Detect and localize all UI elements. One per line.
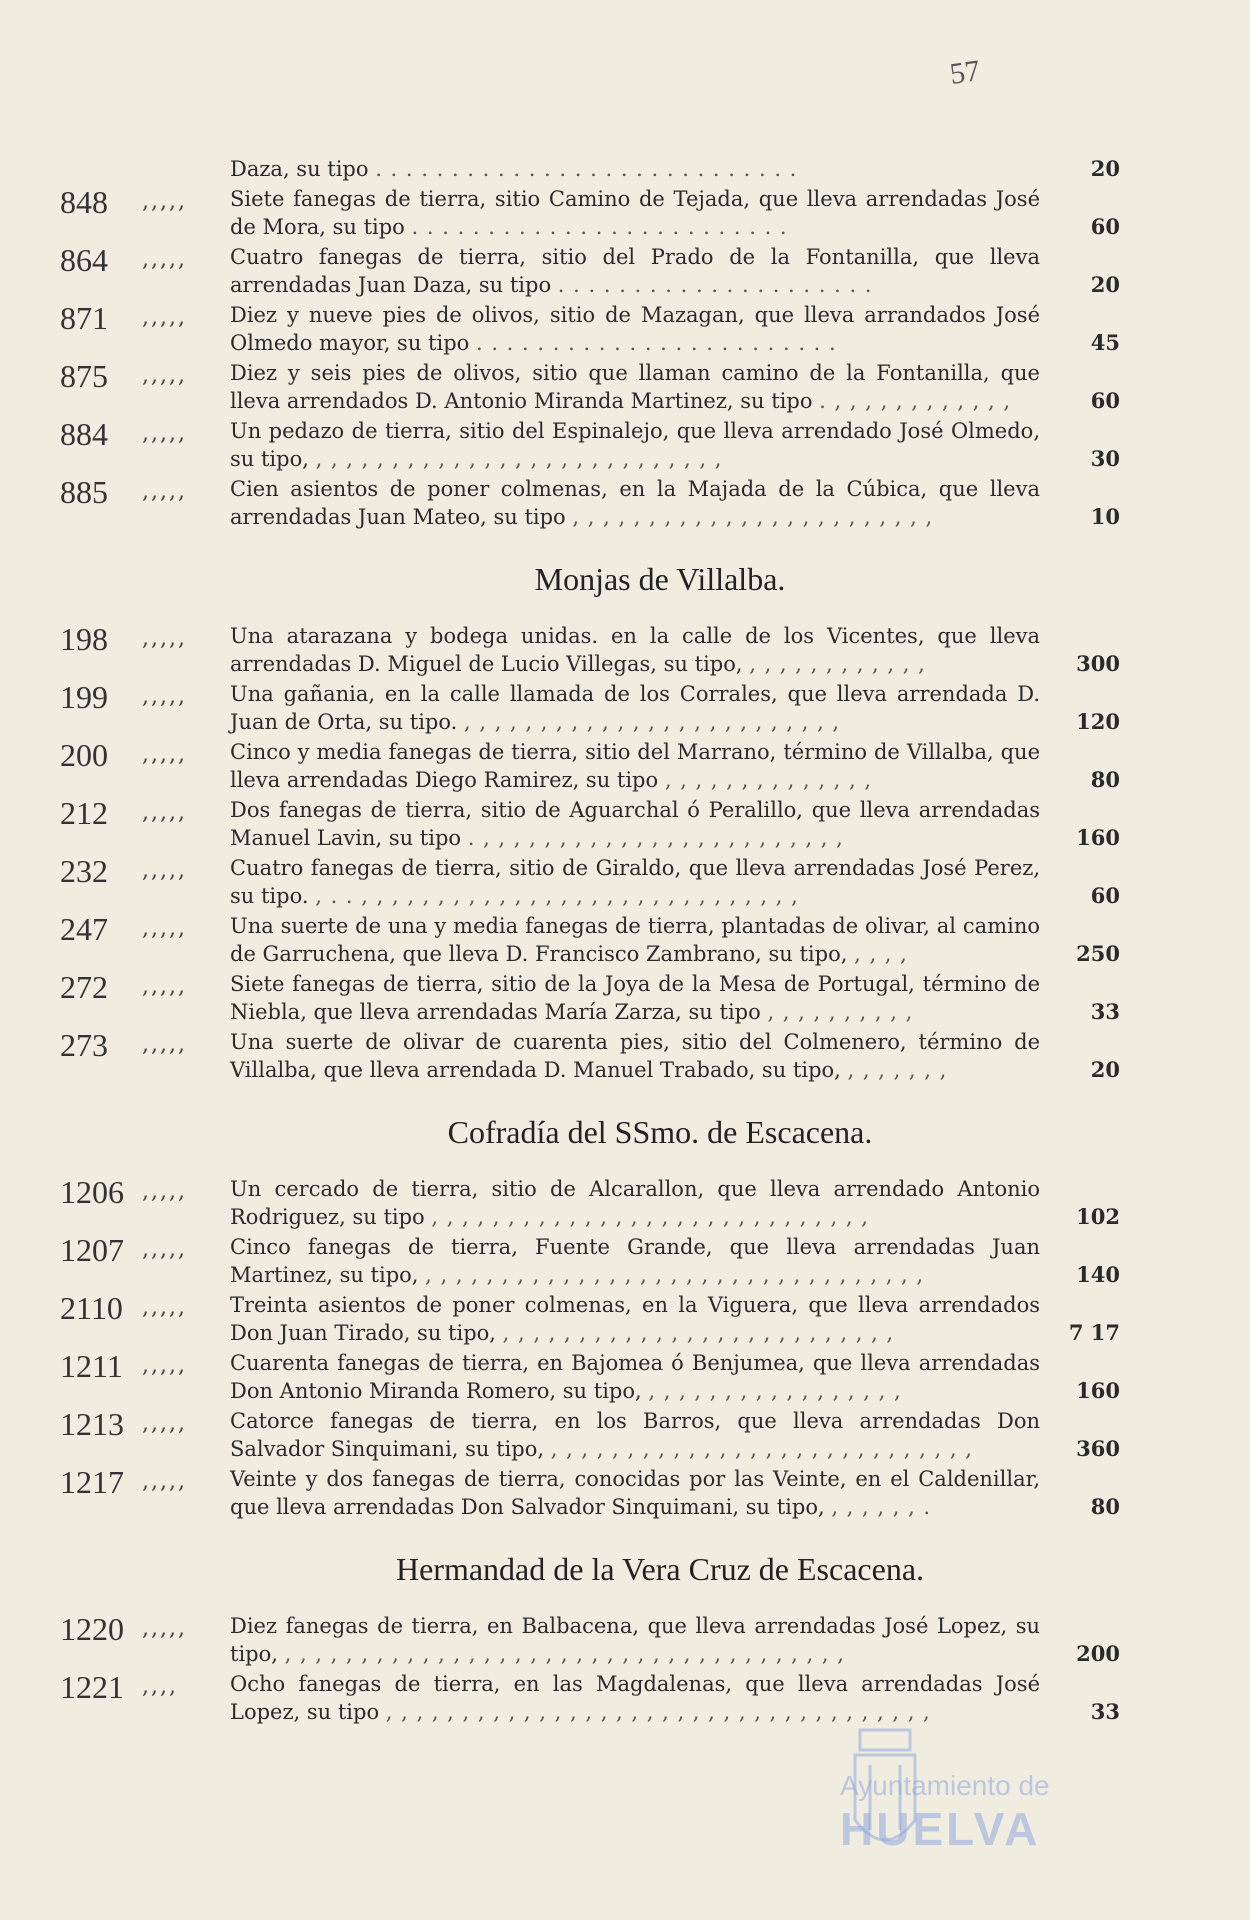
entry-marks: ,,,,, [142,626,187,651]
inventory-entry [60,1175,1120,1231]
leader-fill: , , , , , , , , , , , , , , , , , , , , , , , , [572,505,934,529]
leader-fill: , . . , , , , , , , , , , , , , , , , , , , , , , , , , , , , , [315,884,799,908]
inventory-entry [60,796,1120,852]
entry-value: 60 [1090,388,1120,413]
entry-number: 1211 [60,1348,123,1384]
entry-marks: ,,,,, [142,1411,187,1436]
leader-fill: , , , , , , , , , , , , [749,652,926,676]
entry-value: 80 [1090,767,1120,792]
entry-description [230,1465,1120,1521]
entry-value: 20 [1090,156,1120,181]
inventory-entry [60,1291,1120,1347]
entry-description [230,1612,1120,1668]
entry-text: Diez y seis pies de olivos, sitio que llaman camino de la Fontanilla, que lleva arrendados D. Antonio Miranda Martinez, su tipo [230,361,1040,413]
entry-value: 250 [1076,941,1120,966]
entry-marks: ,,,,, [142,1616,187,1641]
inventory-entry [60,1465,1120,1521]
entry-marks: ,,,,, [142,189,187,214]
entry-value: 10 [1090,504,1120,529]
inventory-entry [60,738,1120,794]
entry-text: Dos fanegas de tierra, sitio de Aguarchal ó Peralillo, que lleva arrendadas Manuel Lavin, su tipo [230,798,1040,850]
entry-marks: ,,,, [142,1674,178,1699]
entry-value: 160 [1076,1378,1120,1403]
leader-fill: . , , , , , , , , , , , , , , , , , , , , , , , , [467,826,844,850]
entry-description [230,680,1120,736]
watermark-line2: HUELVA [840,1803,1041,1855]
entry-number: 1221 [60,1669,124,1705]
entry-number: 2110 [60,1290,123,1326]
entry-number: 885 [60,474,108,510]
entry-number: 212 [60,795,108,831]
inventory-entry [60,1028,1120,1084]
entry-value: 360 [1076,1436,1120,1461]
entry-value: 120 [1076,709,1120,734]
leader-fill: , , , , [854,942,908,966]
entry-text: Un pedazo de tierra, sitio del Espinalejo, que lleva arrendado José Olmedo, su tipo, [230,419,1040,471]
entry-value: 20 [1090,272,1120,297]
inventory-entry [60,680,1120,736]
inventory-entry [60,359,1120,415]
inventory-entry [60,417,1120,473]
entry-description [230,854,1120,910]
entry-text: Siete fanegas de tierra, sitio de la Joya de la Mesa de Portugal, término de Niebla, que lleva arrendadas María Zarza, su tipo [230,972,1040,1024]
entry-description [230,1349,1120,1405]
entry-value: 60 [1090,883,1120,908]
entry-description [230,1175,1120,1231]
inventory-entry [60,912,1120,968]
entry-text: Veinte y dos fanegas de tierra, conocidas por las Veinte, en el Caldenillar, que lleva arrendadas Don Salvador Sinquimani, su tipo, [230,1467,1040,1519]
entry-text: Cuatro fanegas de tierra, sitio de Giraldo, que lleva arrendadas José Perez, su tipo. [230,856,1040,908]
leader-fill: , , , , , , , , , , , , , , , , , , , , , , , , , , , , , , , , , [425,1263,925,1287]
watermark [840,1770,1050,1856]
entry-value: 33 [1090,1699,1120,1724]
inventory-entry [60,1612,1120,1668]
entry-text: Siete fanegas de tierra, sitio Camino de Tejada, que lleva arrendadas José de Mora, su tipo [230,187,1040,239]
inventory-entry [60,185,1120,241]
inventory-entry [60,854,1120,910]
entry-text: Daza, su tipo [230,157,369,181]
entry-description [230,155,1120,183]
entry-number: 199 [60,679,108,715]
entry-number: 1213 [60,1406,124,1442]
entry-text: Diez y nueve pies de olivos, sitio de Mazagan, que lleva arrandados José Olmedo mayor, su tipo [230,303,1040,355]
leader-fill: , , , , , , , [847,1058,948,1082]
inventory-entry [60,1349,1120,1405]
entry-marks: ,,,,, [142,974,187,999]
leader-fill: , , , , , , , , , , , , , , , , , , , , , , , , , , [502,1321,895,1345]
entry-marks: ,,,,, [142,684,187,709]
inventory-entry [60,243,1120,299]
entry-description [230,912,1120,968]
leader-fill: . . . . . . . . . . . . . . . . . . . . . [557,273,873,297]
leader-fill: , , , , , , , , , , , , , , , , , , , , , , , , , , , , , , , , , , , , [385,1700,931,1724]
entry-value: 7 17 [1068,1320,1120,1345]
leader-fill: , , , , , , , , , , , , , , , , , , , , , , , , , , , , [550,1437,973,1461]
leader-fill: . . . . . . . . . . . . . . . . . . . . . . . . . [411,215,788,239]
entry-description [230,1407,1120,1463]
section-title: Hermandad de la Vera Cruz de Escacena. [395,1551,925,1587]
entry-description [230,417,1120,473]
entry-number: 1217 [60,1464,124,1500]
entry-text: Cinco y media fanegas de tierra, sitio del Marrano, término de Villalba, que lleva arrendadas Diego Ramirez, su tipo [230,740,1040,792]
entry-text: Cuatro fanegas de tierra, sitio del Prado de la Fontanilla, que lleva arrendadas Juan Daza, su tipo [230,245,1040,297]
entry-text: Un cercado de tierra, sitio de Alcarallon, que lleva arrendado Antonio Rodriguez, su tipo [230,1177,1040,1229]
entry-marks: ,,,,, [142,1237,187,1262]
entry-number: 272 [60,969,108,1005]
inventory-entry [60,301,1120,357]
entry-number: 848 [60,184,108,220]
entry-number: 200 [60,737,108,773]
leader-fill: . , , , , , , , , , , , , [819,389,1012,413]
entry-marks: ,,,,, [142,247,187,272]
entry-marks: ,,,,, [142,742,187,767]
entry-value: 80 [1090,1494,1120,1519]
entry-number: 273 [60,1027,108,1063]
entry-text: Cien asientos de poner colmenas, en la Majada de la Cúbica, que lleva arrendadas Juan Mateo, su tipo [230,477,1040,529]
entry-number: 884 [60,416,108,452]
entry-value: 33 [1090,999,1120,1024]
entry-number: 1206 [60,1174,124,1210]
entry-description [230,1291,1120,1347]
leader-fill: , , , , , , , , , , , , , , [664,768,873,792]
entry-value: 300 [1076,651,1120,676]
entry-number: 871 [60,300,108,336]
entry-number: 1207 [60,1232,124,1268]
entry-description [230,1233,1120,1289]
entry-number: 232 [60,853,108,889]
leader-fill: , , , , , , , , , , [767,1000,914,1024]
entry-marks: ,,,,, [142,305,187,330]
entry-text: Una suerte de olivar de cuarenta pies, sitio del Colmenero, término de Villalba, que lleva arrendada D. Manuel Trabado, su tipo, [230,1030,1040,1082]
inventory-entry [60,970,1120,1026]
entry-marks: ,,,,, [142,363,187,388]
entry-marks: ,,,,, [142,479,187,504]
entry-text: Una gañania, en la calle llamada de los Corrales, que lleva arrendada D. Juan de Orta, su tipo. [230,682,1040,734]
leader-fill: , , , , , , , , , , , , , , , , , , , , , , , , , , , [315,447,723,471]
entry-value: 20 [1090,1057,1120,1082]
leader-fill: , , , , , , , , , , , , , , , , , , , , , , , , , , , , , [431,1205,869,1229]
entry-text: Cuarenta fanegas de tierra, en Bajomea ó Benjumea, que lleva arrendadas Don Antonio Miranda Romero, su tipo, [230,1351,1040,1403]
entry-marks: ,,,,, [142,1179,187,1204]
entry-marks: ,,,,, [142,1032,187,1057]
entry-description [230,301,1120,357]
entry-value: 30 [1090,446,1120,471]
page-number: 57 [947,54,983,91]
inventory-entry [60,1407,1120,1463]
entry-description [230,185,1120,241]
entry-text: Catorce fanegas de tierra, en los Barros, que lleva arrendadas Don Salvador Sinquimani, su tipo, [230,1409,1040,1461]
watermark-line1: Ayuntamiento de [840,1770,1050,1801]
entry-marks: ,,,,, [142,1353,187,1378]
entry-marks: ,,,,, [142,421,187,446]
entry-description [230,1670,1120,1726]
leader-fill: , , , , , , , , , , , , , , , , , [648,1379,902,1403]
entry-text: Diez fanegas de tierra, en Balbacena, que lleva arrendadas José Lopez, su tipo, [230,1614,1040,1666]
entry-description [230,970,1120,1026]
entry-value: 140 [1076,1262,1120,1287]
inventory-entry [60,1233,1120,1289]
inventory-entry [60,475,1120,531]
document-body [60,155,1120,1728]
entry-marks: ,,,,, [142,800,187,825]
entry-number: 875 [60,358,108,394]
entry-description [230,1028,1120,1084]
entry-marks: ,,,,, [142,858,187,883]
entry-value: 60 [1090,214,1120,239]
entry-text: Ocho fanegas de tierra, en las Magdalenas, que lleva arrendadas José Lopez, su tipo [230,1672,1040,1724]
leader-fill: , , , , , , , , , , , , , , , , , , , , , , , , , [464,710,841,734]
entry-description [230,796,1120,852]
entry-description [230,622,1120,678]
entry-text: Una atarazana y bodega unidas. en la calle de los Vicentes, que lleva arrendadas D. Miguel de Lucio Villegas, su tipo, [230,624,1040,676]
entry-text: Una suerte de una y media fanegas de tierra, plantadas de olivar, al camino de Garruchena, que lleva D. Francisco Zambrano, su tipo, [230,914,1040,966]
entry-description [230,738,1120,794]
inventory-entry [60,155,1120,183]
entry-value: 45 [1090,330,1120,355]
entry-number: 1220 [60,1611,124,1647]
inventory-entry [60,1670,1120,1726]
entry-text: Cinco fanegas de tierra, Fuente Grande, que lleva arrendadas Juan Martinez, su tipo, [230,1235,1040,1287]
leader-fill: . . . . . . . . . . . . . . . . . . . . . . . . [475,331,837,355]
leader-fill: , , , , , , . [831,1495,932,1519]
entry-number: 198 [60,621,108,657]
section-title: Cofradía del SSmo. de Escacena. [447,1114,873,1150]
entry-value: 102 [1076,1204,1120,1229]
entry-value: 160 [1076,825,1120,850]
entry-value: 200 [1076,1641,1120,1666]
leader-fill: , , , , , , , , , , , , , , , , , , , , , , , , , , , , , , , , , , , , , [284,1642,845,1666]
section-title: Monjas de Villalba. [534,561,786,597]
entry-description [230,359,1120,415]
entry-text: Treinta asientos de poner colmenas, en la Viguera, que lleva arrendados Don Juan Tirado, su tipo, [230,1293,1040,1345]
entry-marks: ,,,,, [142,916,187,941]
entry-number: 247 [60,911,108,947]
entry-description [230,475,1120,531]
leader-fill: . . . . . . . . . . . . . . . . . . . . . . . . . . . . [375,157,798,181]
entry-marks: ,,,,, [142,1295,187,1320]
entry-marks: ,,,,, [142,1469,187,1494]
inventory-entry [60,622,1120,678]
entry-description [230,243,1120,299]
entry-number: 864 [60,242,108,278]
